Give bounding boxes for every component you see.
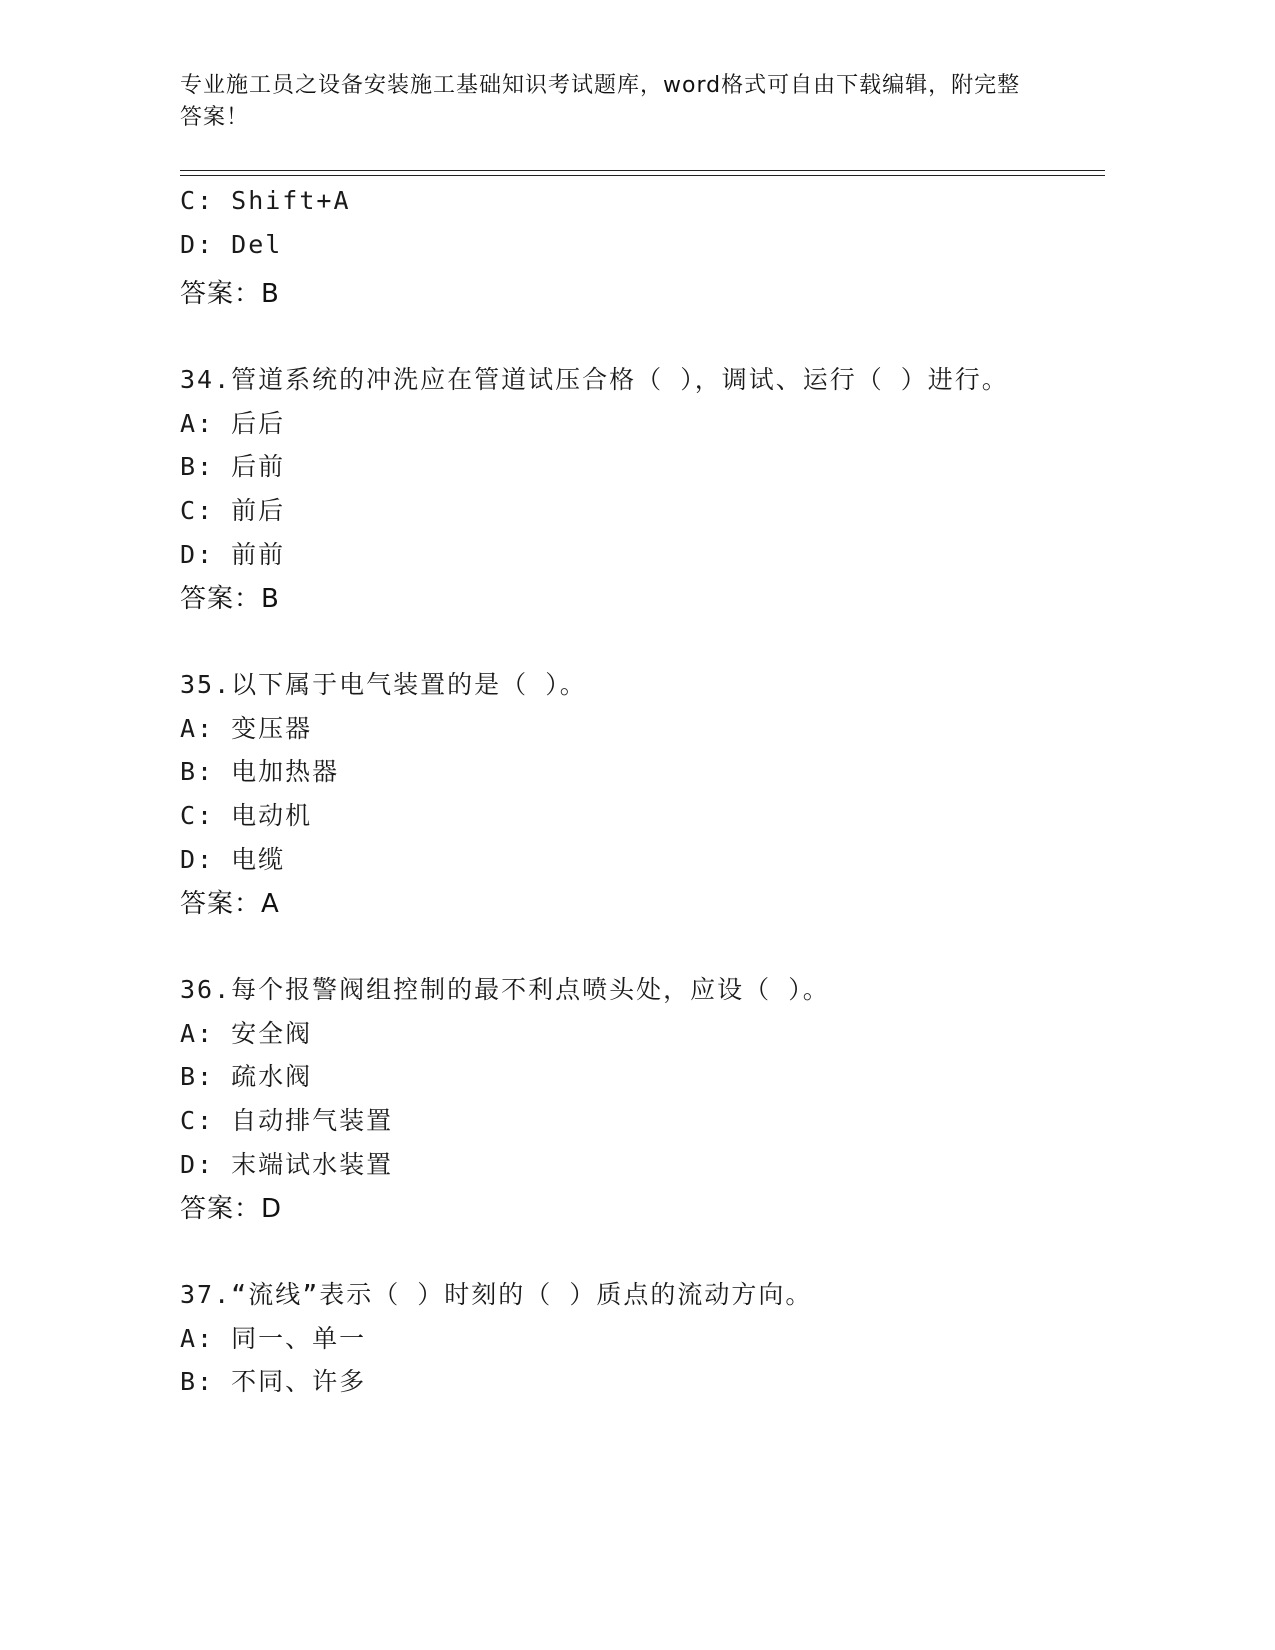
question-36-option-b: B: 疏水阀 [180,1062,313,1091]
question-34-answer: 答案：B [180,584,280,614]
question-36-stem: 36.每个报警阀组控制的最不利点喷头处，应设（ ）。 [180,975,830,1004]
question-36-option-a: A: 安全阀 [180,1019,313,1048]
option-d: D: Del [180,230,283,259]
question-34-option-d: D: 前前 [180,540,286,569]
question-34-stem: 34.管道系统的冲洗应在管道试压合格（ ），调试、运行（ ）进行。 [180,365,1009,394]
question-37-option-a: A: 同一、单一 [180,1324,367,1353]
question-36-option-d: D: 末端试水装置 [180,1150,394,1179]
question-36-answer: 答案：D [180,1194,283,1224]
header-divider-top [180,170,1105,171]
question-36-option-c: C: 自动排气装置 [180,1106,394,1135]
question-35-option-c: C: 电动机 [180,801,313,830]
option-c: C: Shift+A [180,186,351,215]
question-37-option-b: B: 不同、许多 [180,1367,367,1396]
answer-line: 答案：B [180,279,280,309]
question-34-option-c: C: 前后 [180,496,286,525]
question-37-stem: 37.“流线”表示（ ）时刻的（ ）质点的流动方向。 [180,1280,813,1309]
question-35-option-d: D: 电缆 [180,845,286,874]
question-34-option-b: B: 后前 [180,452,286,481]
question-35-answer: 答案：A [180,889,280,919]
question-35-option-a: A: 变压器 [180,714,313,743]
document-header: 专业施工员之设备安装施工基础知识考试题库，word格式可自由下载编辑，附完整答案！ [180,73,1021,130]
question-35-stem: 35.以下属于电气装置的是（ ）。 [180,670,587,699]
question-35-option-b: B: 电加热器 [180,757,340,786]
header-divider-bottom [180,175,1105,176]
question-34-option-a: A: 后后 [180,409,286,438]
